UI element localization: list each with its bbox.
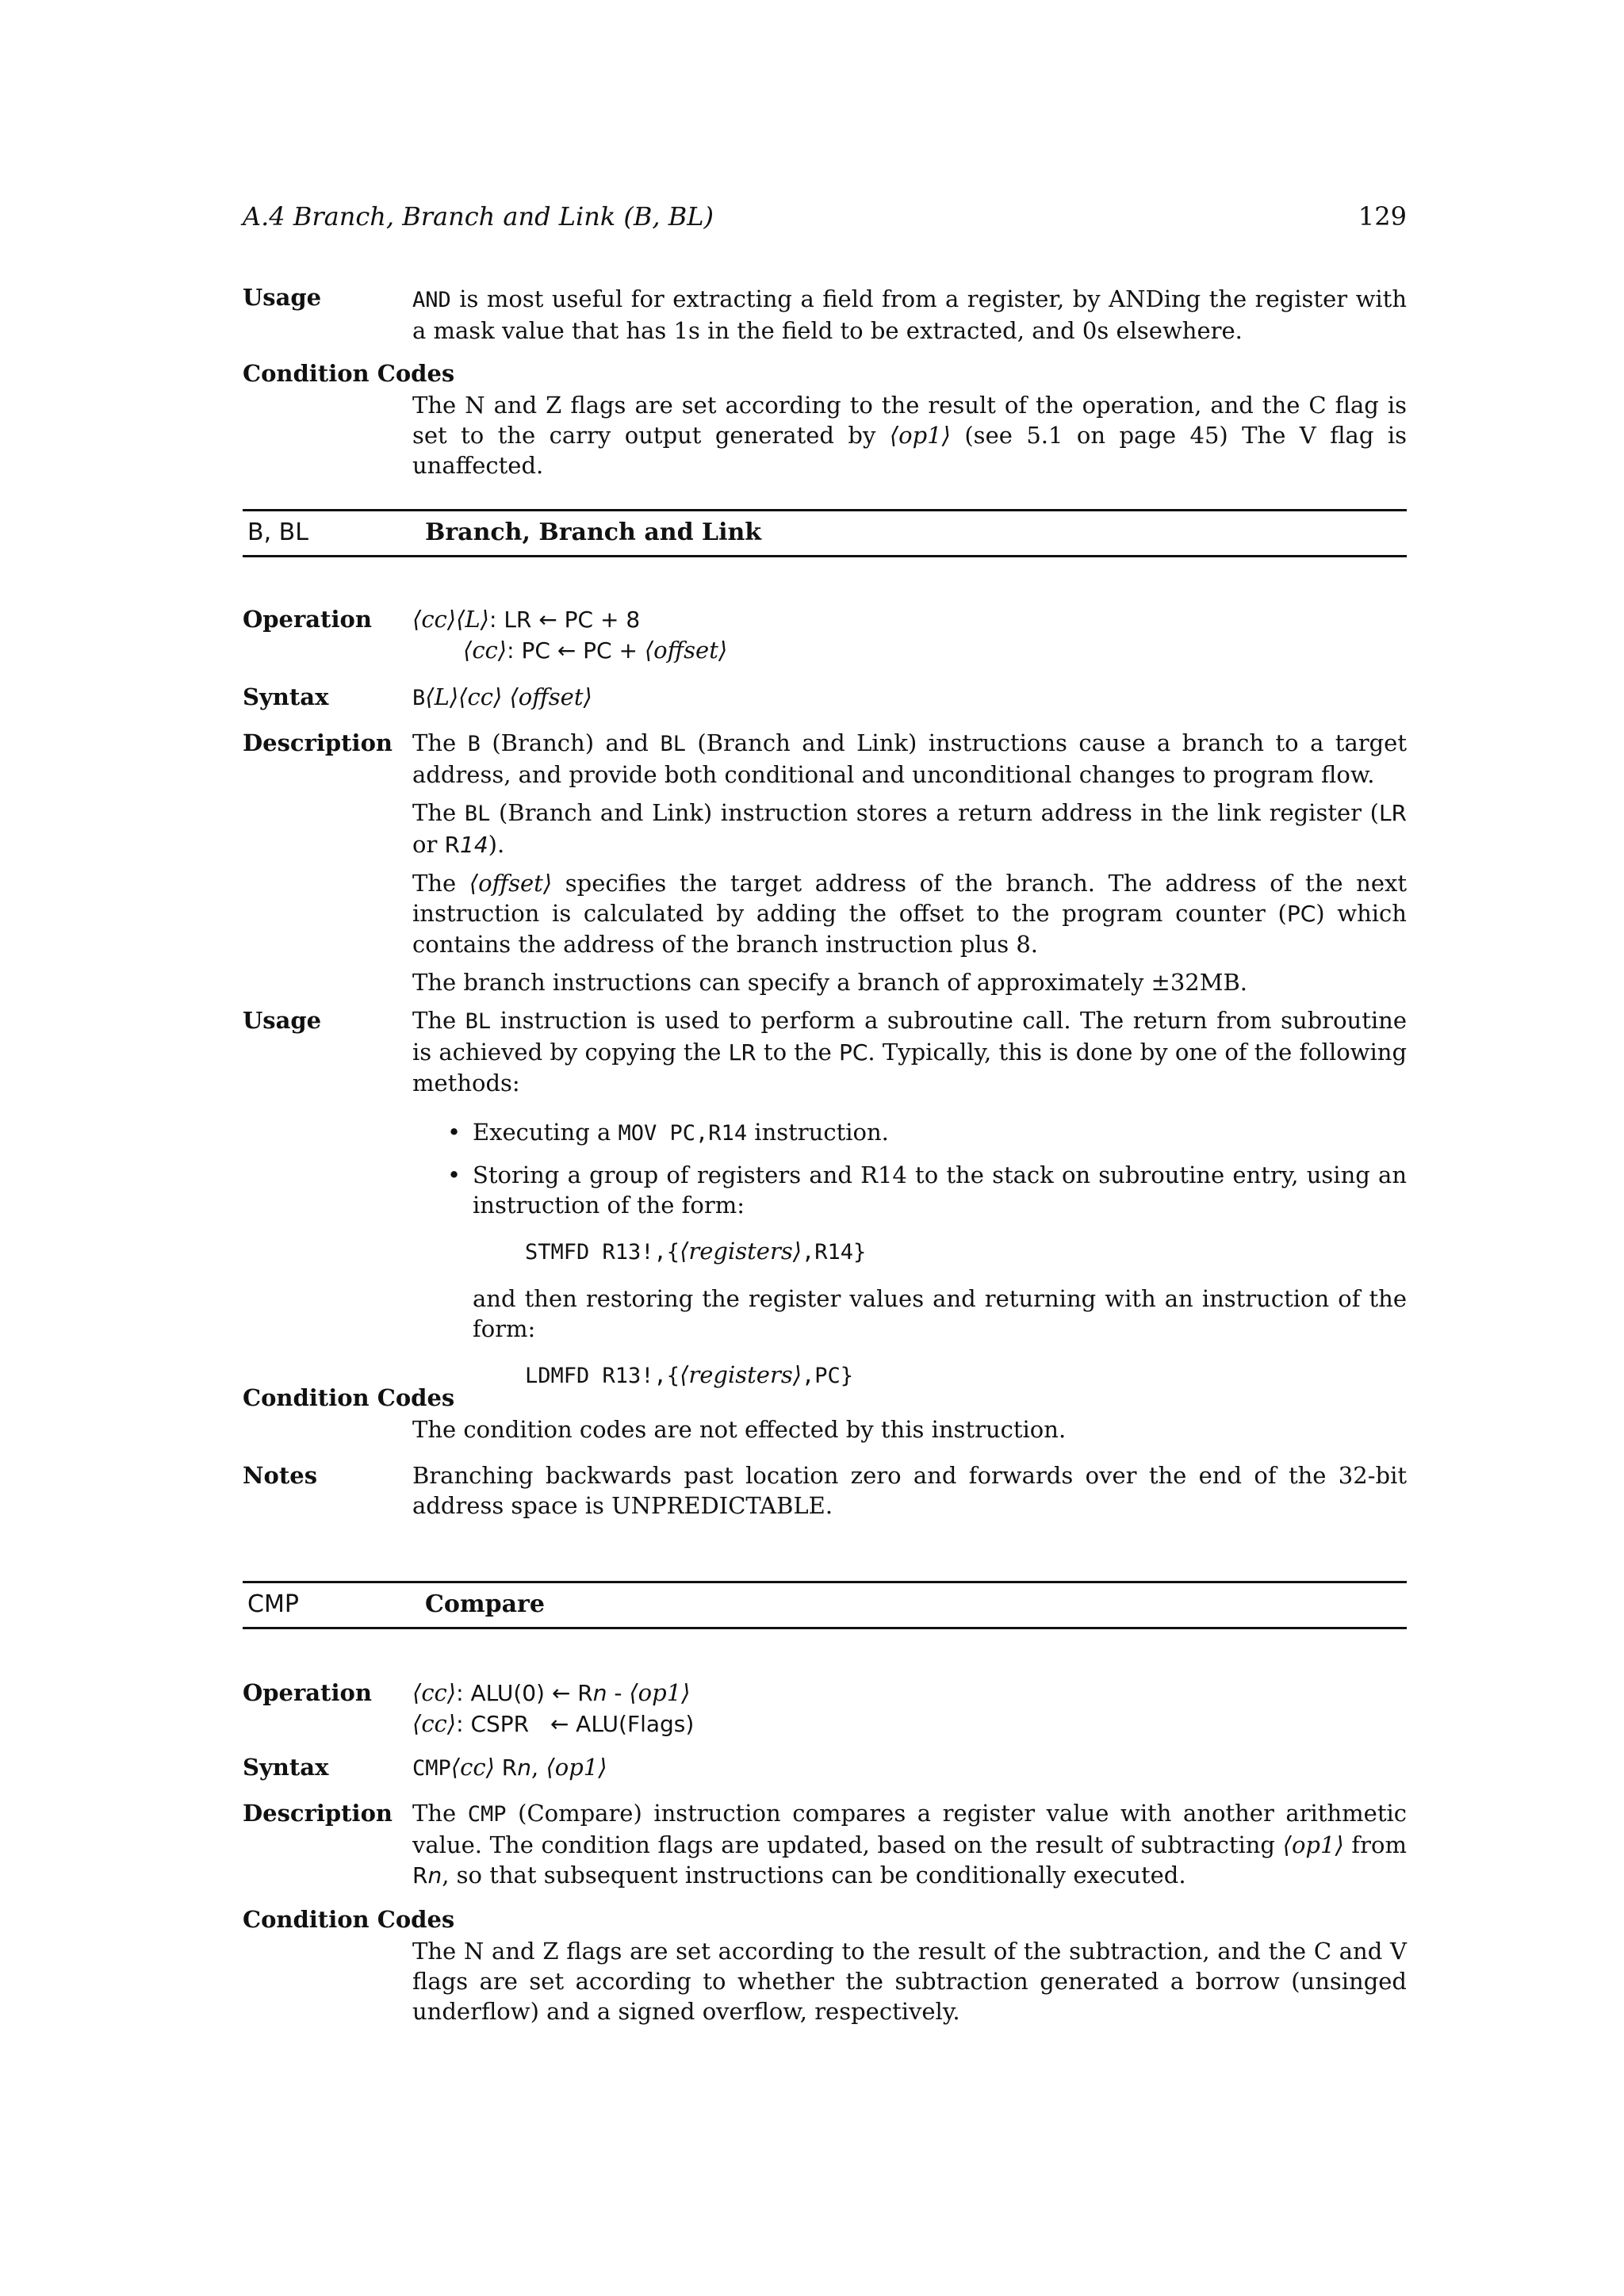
cmp-title: Compare [425,1590,545,1618]
cmp-cc-label: Condition Codes [243,1906,455,1933]
cmp-description: The CMP (Compare) instruction compares a register value with another arithmetic value. The condition flags are updated, based on the result of subtracting ⟨op1⟩ from Rn, so that subsequent instructions can be conditionally executed. [412,1800,1407,1888]
b-description [412,728,1407,1005]
b-syntax-label: Syntax [243,683,329,710]
section-rule-bottom [243,1627,1407,1629]
b-operation-label: Operation [243,606,372,633]
code-stmfd: STMFD R13!,{⟨registers⟩,R14} [525,1238,867,1265]
b-usage-label: Usage [243,1007,322,1034]
cmp-syntax: CMP⟨cc⟩ Rn, ⟨op1⟩ [412,1754,607,1781]
b-usage-methods [412,1117,1407,1391]
b-desc-2: The BL (Branch and Link) instruction stores a return address in the link register (LR or R14). [412,799,1408,858]
b-bl-mnemonic: B, BL [247,519,308,546]
section-rule-top [243,1581,1407,1583]
b-description-label: Description [243,729,393,756]
cmp-operation-label: Operation [243,1679,372,1706]
b-cc-label: Condition Codes [243,1384,455,1411]
and-cc-text: The N and Z flags are set according to the result of the operation, and the C flag is set to the carry output generated by ⟨op1⟩ (see 5.1 on page 45) The V flag is unaffected. [412,392,1408,479]
b-notes-text: Branching backwards past location zero and forwards over the end of the 32-bit address space is UNPREDICTABLE. [412,1462,1407,1519]
b-syntax: B⟨L⟩⟨cc⟩ ⟨offset⟩ [412,683,592,710]
page-number: 129 [1358,201,1407,232]
header-title: A.4 Branch, Branch and Link (B, BL) [243,201,714,232]
list-item: • Storing a group of registers and R14 to the stack on subroutine entry, using an instruction of the form: STMFD R13!,{⟨registers⟩,R14} and then restoring the register values and returning with an instruction of the form: LDMFD R13!,{⟨registers⟩,PC} [412,1160,1407,1391]
b-usage [412,1005,1407,1407]
and-usage-label: Usage [243,284,322,311]
b-bl-title: Branch, Branch and Link [425,519,762,546]
b-cc-text: The condition codes are not effected by this instruction. [412,1416,1067,1443]
running-header [243,201,1407,241]
b-usage-intro: The BL instruction is used to perform a subroutine call. The return from subroutine is achieved by copying the LR to the PC. Typically, this is done by one of the following methods: [412,1007,1408,1096]
b-desc-3: The ⟨offset⟩ specifies the target address of the branch. The address of the next instruction is calculated by adding the offset to the program counter (PC) which contains the address of the branch instruction plus 8. [412,870,1407,958]
b-operation: ⟨cc⟩⟨L⟩: LR ← PC + 8 ⟨cc⟩: PC ← PC + ⟨offset⟩ [412,606,728,664]
section-rule-top [243,509,1407,511]
b-desc-1: The B (Branch) and BL (Branch and Link) instructions cause a branch to a target address, and provide both conditional and unconditional changes to program flow. [412,729,1407,788]
cmp-operation: ⟨cc⟩: ALU(0) ← Rn - ⟨op1⟩ ⟨cc⟩: CSPR ← ALU(Flags) [412,1679,695,1737]
b-notes-label: Notes [243,1462,318,1489]
cmp-cc-text: The N and Z flags are set according to the result of the subtraction, and the C and V flags are set according to whether the subtraction generated a borrow (unsinged underflow) and a signed overflow, respectively. [412,1938,1407,2025]
cmp-description-label: Description [243,1800,393,1827]
code-ldmfd: LDMFD R13!,{⟨registers⟩,PC} [525,1361,854,1388]
b-desc-4: The branch instructions can specify a branch of approximately ±32MB. [412,969,1247,996]
cmp-syntax-label: Syntax [243,1754,329,1781]
section-rule-bottom [243,555,1407,557]
and-cc-label: Condition Codes [243,360,455,387]
cmp-mnemonic: CMP [247,1590,299,1618]
and-usage-text: AND is most useful for extracting a field from a register, by ANDing the register with a mask value that has 1s in the field to be extracted, and 0s elsewhere. [412,285,1407,344]
list-item: • Executing a MOV PC,R14 instruction. [412,1117,1407,1149]
